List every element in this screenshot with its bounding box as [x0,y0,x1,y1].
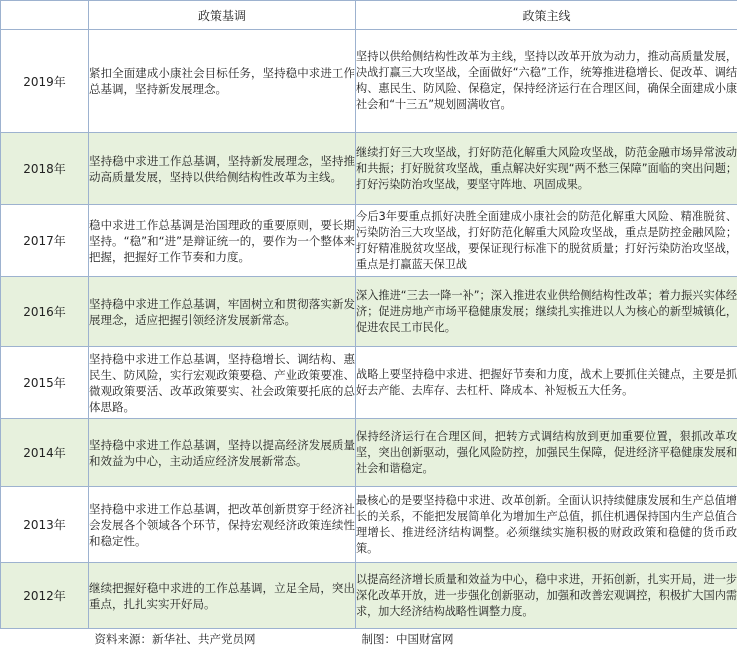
table-row [1,419,737,487]
table-row [1,347,737,419]
year-cell: 2016年 [1,277,89,347]
year-cell: 2017年 [1,205,89,277]
year-cell: 2018年 [1,133,89,205]
source-note: 资料来源：新华社、共产党员网 [89,629,356,650]
policy-tone-cell: 稳中求进工作总基调是治国理政的重要原则，要长期坚持。“稳”和“进”是辩证统一的，要作为一个整体来把握，把握好工作节奏和力度。 [89,205,356,277]
year-cell: 2015年 [1,347,89,419]
header-row [1,1,737,30]
policy-main-cell: 坚持以供给侧结构性改革为主线，坚持以改革开放为动力，推动高质量发展，决战打赢三大攻坚战，全面做好“六稳”工作，统筹推进稳增长、促改革、调结构、惠民生、防风险、保稳定，保持经济运行在合理区间，确保全面建成小康社会和“十三五”规划圆满收官。 [356,30,737,133]
year-cell: 2013年 [1,487,89,563]
table-row [1,205,737,277]
table-row [1,277,737,347]
policy-main-cell: 保持经济运行在合理区间，把转方式调结构放到更加重要位置，狠抓改革攻坚，突出创新驱动，强化风险防控，加强民生保障，促进经济平稳健康发展和社会和谐稳定。 [356,419,737,487]
year-cell: 2019年 [1,30,89,133]
policy-main-cell: 战略上要坚持稳中求进、把握好节奏和力度，战术上要抓住关键点，主要是抓好去产能、去库存、去杠杆、降成本、补短板五大任务。 [356,347,737,419]
header-policy-main: 政策主线 [356,1,737,30]
chart-credit: 制图：中国财富网 [356,629,737,650]
table-row [1,30,737,133]
header-blank-cell [1,1,89,30]
policy-main-cell: 今后3年要重点抓好决胜全面建成小康社会的防范化解重大风险、精准脱贫、污染防治三大攻坚战，打好防范化解重大风险攻坚战，重点是防控金融风险；打好精准脱贫攻坚战，要保证现行标准下的脱贫质量；打好污染防治攻坚战，重点是打赢蓝天保卫战 [356,205,737,277]
year-cell: 2014年 [1,419,89,487]
policy-main-cell: 继续打好三大攻坚战，打好防范化解重大风险攻坚战，防范金融市场异常波动和共振；打好脱贫攻坚战，重点解决好实现“两不愁三保障”面临的突出问题；打好污染防治攻坚战，要坚守阵地、巩固成果。 [356,133,737,205]
policy-tone-cell: 坚持稳中求进工作总基调，坚持新发展理念，坚持推动高质量发展，坚持以供给侧结构性改革为主线。 [89,133,356,205]
policy-tone-cell: 坚持稳中求进工作总基调，坚持稳增长、调结构、惠民生、防风险，实行宏观政策要稳、产业政策要准、微观政策要活、改革政策要实、社会政策要托底的总体思路。 [89,347,356,419]
policy-tone-cell: 继续把握好稳中求进的工作总基调，立足全局，突出重点，扎扎实实开好局。 [89,563,356,629]
table-row [1,563,737,629]
policy-tone-cell: 坚持稳中求进工作总基调，牢固树立和贯彻落实新发展理念，适应把握引领经济发展新常态。 [89,277,356,347]
policy-main-cell: 最核心的是要坚持稳中求进、改革创新。全面认识持续健康发展和生产总值增长的关系，不能把发展简单化为增加生产总值，抓住机遇保持国内生产总值合理增长、推进经济结构调整。必须继续实施积极的财政政策和稳健的货币政策。 [356,487,737,563]
policy-tone-cell: 坚持稳中求进工作总基调，坚持以提高经济发展质量和效益为中心，主动适应经济发展新常态。 [89,419,356,487]
policy-main-cell: 以提高经济增长质量和效益为中心，稳中求进，开拓创新，扎实开局，进一步深化改革开放，进一步强化创新驱动，加强和改善宏观调控，积极扩大国内需求，加大经济结构战略性调整力度。 [356,563,737,629]
footer-row [1,629,737,650]
header-policy-tone: 政策基调 [89,1,356,30]
policy-main-cell: 深入推进“三去一降一补”；深入推进农业供给侧结构性改革；着力振兴实体经济；促进房地产市场平稳健康发展；继续扎实推进以人为核心的新型城镇化，促进农民工市民化。 [356,277,737,347]
table-row [1,133,737,205]
policy-tone-cell: 紧扣全面建成小康社会目标任务，坚持稳中求进工作总基调，坚持新发展理念。 [89,30,356,133]
year-cell: 2012年 [1,563,89,629]
table-row [1,487,737,563]
footer-blank-cell [1,629,89,650]
policy-tone-cell: 坚持稳中求进工作总基调，把改革创新贯穿于经济社会发展各个领域各个环节，保持宏观经济政策连续性和稳定性。 [89,487,356,563]
